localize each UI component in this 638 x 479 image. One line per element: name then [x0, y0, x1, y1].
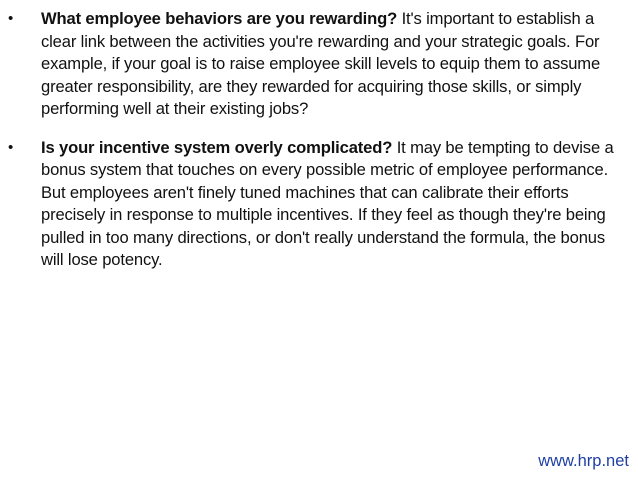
website-link[interactable]: www.hrp.net: [538, 452, 629, 470]
bullet-lead-text: Is your incentive system overly complicated?: [41, 137, 393, 157]
bullet-item-incentive-complexity: [8, 137, 628, 272]
bullet-item-rewarding-behaviors: [8, 8, 628, 121]
bullet-body-text: It may be tempting to devise a bonus system that touches on every possible metric of employee performance. But employees aren't finely tuned machines that can calibrate their efforts precisely in response to multiple incentives. If they feel as though they're being pulled in too many directions, or don't really understand the formula, the bonus will lose potency.: [41, 137, 614, 269]
bullet-icon: •: [8, 138, 14, 156]
bullet-icon: •: [8, 10, 14, 27]
bullet-list: [8, 8, 628, 272]
bullet-body-text: It's important to establish a clear link between the activities you're rewarding and your strategic goals. For example, if your goal is to raise employee skill levels to equip them to assume greater responsibility, are they rewarded for acquiring those skills, or simply performing well at their existing jobs?: [41, 9, 601, 118]
bullet-lead-text: What employee behaviors are you rewarding?: [41, 9, 398, 28]
